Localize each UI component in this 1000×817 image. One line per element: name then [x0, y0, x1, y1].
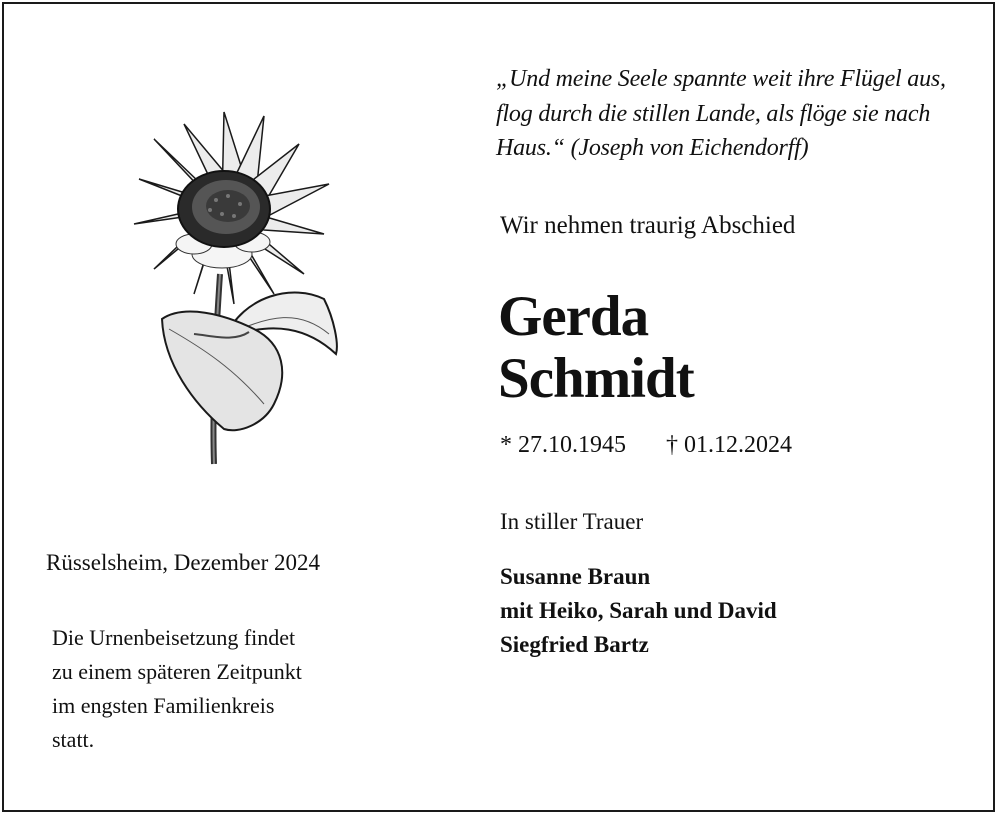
burial-notice	[52, 621, 302, 757]
family-member: mit Heiko, Sarah und David	[500, 598, 777, 623]
cross-icon: †	[666, 432, 678, 458]
family-member: Siegfried Bartz	[500, 632, 649, 657]
place-date: Rüsselsheim, Dezember 2024	[46, 550, 321, 575]
farewell-intro: Wir nehmen traurig Abschied	[500, 212, 796, 239]
quote-line: Haus.“ (Joseph von Eichendorff)	[496, 135, 809, 161]
notice-line: im engsten Familienkreis	[52, 693, 275, 718]
family-member: Susanne Braun	[500, 564, 651, 589]
memorial-quote	[496, 62, 946, 166]
mourning-line: In stiller Trauer	[500, 509, 644, 534]
family-list	[500, 560, 777, 662]
life-dates	[500, 432, 792, 459]
birth-date: * 27.10.1945	[500, 432, 626, 458]
notice-line: Die Urnenbeisetzung findet	[52, 625, 296, 650]
last-name: Schmidt	[498, 347, 694, 410]
notice-line: statt.	[52, 727, 95, 752]
death-date: 01.12.2024	[684, 432, 792, 458]
first-name: Gerda	[498, 285, 649, 348]
obituary-frame	[2, 2, 995, 812]
quote-line: flog durch die stillen Lande, als flöge sie nach	[496, 100, 931, 127]
quote-line: „Und meine Seele spannte weit ihre Flügel aus,	[496, 66, 946, 92]
notice-line: zu einem späteren Zeitpunkt	[52, 659, 302, 684]
deceased-name	[498, 286, 694, 410]
sunflower-icon	[124, 104, 364, 474]
